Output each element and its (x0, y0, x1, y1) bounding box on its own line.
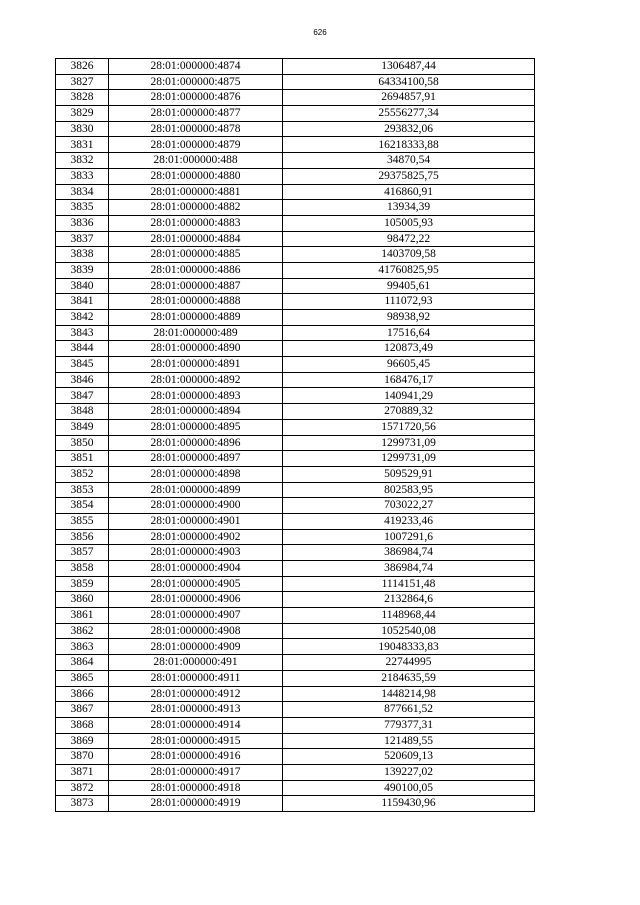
row-number-cell: 3843 (56, 325, 109, 341)
table-row (56, 545, 535, 561)
value-cell: 98472,22 (283, 231, 535, 247)
table-row (56, 325, 535, 341)
table-row (56, 655, 535, 671)
table-row (56, 780, 535, 796)
value-cell: 877661,52 (283, 702, 535, 718)
table-row (56, 106, 535, 122)
value-cell: 1571720,56 (283, 419, 535, 435)
cadastral-number-cell: 28:01:000000:488 (109, 153, 283, 169)
table-row (56, 686, 535, 702)
value-cell: 703022,27 (283, 498, 535, 514)
row-number-cell: 3865 (56, 670, 109, 686)
row-number-cell: 3871 (56, 764, 109, 780)
cadastral-number-cell: 28:01:000000:4886 (109, 262, 283, 278)
table-row (56, 184, 535, 200)
cadastral-number-cell: 28:01:000000:4908 (109, 623, 283, 639)
value-cell: 1299731,09 (283, 451, 535, 467)
table-row (56, 717, 535, 733)
value-cell: 140941,29 (283, 388, 535, 404)
cadastral-number-cell: 28:01:000000:4915 (109, 733, 283, 749)
row-number-cell: 3844 (56, 341, 109, 357)
table-row (56, 561, 535, 577)
table-row (56, 215, 535, 231)
value-cell: 1007291,6 (283, 529, 535, 545)
table-row (56, 639, 535, 655)
page-number: 626 (313, 28, 327, 37)
cadastral-number-cell: 28:01:000000:4879 (109, 137, 283, 153)
cadastral-number-cell: 28:01:000000:4897 (109, 451, 283, 467)
cadastral-number-cell: 28:01:000000:4917 (109, 764, 283, 780)
value-cell: 2132864,6 (283, 592, 535, 608)
row-number-cell: 3860 (56, 592, 109, 608)
cadastral-number-cell: 28:01:000000:4874 (109, 59, 283, 75)
table-row (56, 482, 535, 498)
value-cell: 16218333,88 (283, 137, 535, 153)
cadastral-number-cell: 28:01:000000:4905 (109, 576, 283, 592)
cadastral-value-table (55, 58, 535, 812)
table-row (56, 623, 535, 639)
table-row (56, 262, 535, 278)
value-cell: 270889,32 (283, 404, 535, 420)
row-number-cell: 3868 (56, 717, 109, 733)
row-number-cell: 3833 (56, 168, 109, 184)
cadastral-number-cell: 28:01:000000:4890 (109, 341, 283, 357)
value-cell: 41760825,95 (283, 262, 535, 278)
value-cell: 802583,95 (283, 482, 535, 498)
cadastral-number-cell: 28:01:000000:4884 (109, 231, 283, 247)
table-row (56, 168, 535, 184)
row-number-cell: 3845 (56, 357, 109, 373)
value-cell: 121489,55 (283, 733, 535, 749)
table-row (56, 153, 535, 169)
value-cell: 25556277,34 (283, 106, 535, 122)
cadastral-number-cell: 28:01:000000:489 (109, 325, 283, 341)
cadastral-number-cell: 28:01:000000:491 (109, 655, 283, 671)
table-row (56, 200, 535, 216)
row-number-cell: 3830 (56, 121, 109, 137)
cadastral-number-cell: 28:01:000000:4877 (109, 106, 283, 122)
table-row (56, 451, 535, 467)
value-cell: 293832,06 (283, 121, 535, 137)
cadastral-number-cell: 28:01:000000:4888 (109, 294, 283, 310)
value-cell: 34870,54 (283, 153, 535, 169)
table-row (56, 749, 535, 765)
cadastral-number-cell: 28:01:000000:4883 (109, 215, 283, 231)
row-number-cell: 3856 (56, 529, 109, 545)
table-row (56, 372, 535, 388)
row-number-cell: 3838 (56, 247, 109, 263)
value-cell: 386984,74 (283, 545, 535, 561)
cadastral-number-cell: 28:01:000000:4894 (109, 404, 283, 420)
cadastral-number-cell: 28:01:000000:4902 (109, 529, 283, 545)
value-cell: 98938,92 (283, 310, 535, 326)
value-cell: 509529,91 (283, 466, 535, 482)
cadastral-number-cell: 28:01:000000:4896 (109, 435, 283, 451)
cadastral-number-cell: 28:01:000000:4919 (109, 796, 283, 812)
table-row (56, 341, 535, 357)
row-number-cell: 3846 (56, 372, 109, 388)
table-row (56, 764, 535, 780)
cadastral-number-cell: 28:01:000000:4876 (109, 90, 283, 106)
row-number-cell: 3869 (56, 733, 109, 749)
cadastral-number-cell: 28:01:000000:4881 (109, 184, 283, 200)
row-number-cell: 3841 (56, 294, 109, 310)
table-row (56, 435, 535, 451)
cadastral-number-cell: 28:01:000000:4911 (109, 670, 283, 686)
row-number-cell: 3836 (56, 215, 109, 231)
cadastral-number-cell: 28:01:000000:4887 (109, 278, 283, 294)
cadastral-number-cell: 28:01:000000:4882 (109, 200, 283, 216)
table-row (56, 388, 535, 404)
value-cell: 1306487,44 (283, 59, 535, 75)
row-number-cell: 3864 (56, 655, 109, 671)
table-row (56, 796, 535, 812)
table-row (56, 592, 535, 608)
value-cell: 29375825,75 (283, 168, 535, 184)
row-number-cell: 3867 (56, 702, 109, 718)
row-number-cell: 3848 (56, 404, 109, 420)
cadastral-number-cell: 28:01:000000:4916 (109, 749, 283, 765)
table-row (56, 702, 535, 718)
value-cell: 99405,61 (283, 278, 535, 294)
table-row (56, 247, 535, 263)
table-row (56, 137, 535, 153)
table-row (56, 576, 535, 592)
value-cell: 2694857,91 (283, 90, 535, 106)
cadastral-number-cell: 28:01:000000:4912 (109, 686, 283, 702)
row-number-cell: 3872 (56, 780, 109, 796)
value-cell: 1448214,98 (283, 686, 535, 702)
cadastral-number-cell: 28:01:000000:4895 (109, 419, 283, 435)
value-cell: 419233,46 (283, 513, 535, 529)
table-row (56, 90, 535, 106)
table-row (56, 670, 535, 686)
row-number-cell: 3859 (56, 576, 109, 592)
row-number-cell: 3858 (56, 561, 109, 577)
table-row (56, 419, 535, 435)
row-number-cell: 3853 (56, 482, 109, 498)
table-row (56, 513, 535, 529)
row-number-cell: 3852 (56, 466, 109, 482)
value-cell: 1403709,58 (283, 247, 535, 263)
row-number-cell: 3827 (56, 74, 109, 90)
value-cell: 386984,74 (283, 561, 535, 577)
cadastral-number-cell: 28:01:000000:4893 (109, 388, 283, 404)
value-cell: 1052540,08 (283, 623, 535, 639)
value-cell: 2184635,59 (283, 670, 535, 686)
row-number-cell: 3840 (56, 278, 109, 294)
cadastral-number-cell: 28:01:000000:4903 (109, 545, 283, 561)
table-body (56, 59, 535, 812)
row-number-cell: 3855 (56, 513, 109, 529)
cadastral-number-cell: 28:01:000000:4891 (109, 357, 283, 373)
cadastral-number-cell: 28:01:000000:4892 (109, 372, 283, 388)
row-number-cell: 3870 (56, 749, 109, 765)
value-cell: 1159430,96 (283, 796, 535, 812)
value-cell: 1148968,44 (283, 608, 535, 624)
cadastral-number-cell: 28:01:000000:4889 (109, 310, 283, 326)
row-number-cell: 3873 (56, 796, 109, 812)
row-number-cell: 3847 (56, 388, 109, 404)
cadastral-number-cell: 28:01:000000:4885 (109, 247, 283, 263)
row-number-cell: 3837 (56, 231, 109, 247)
cadastral-number-cell: 28:01:000000:4904 (109, 561, 283, 577)
table-row (56, 733, 535, 749)
table-row (56, 59, 535, 75)
table-row (56, 278, 535, 294)
cadastral-number-cell: 28:01:000000:4913 (109, 702, 283, 718)
value-cell: 13934,39 (283, 200, 535, 216)
row-number-cell: 3828 (56, 90, 109, 106)
value-cell: 111072,93 (283, 294, 535, 310)
cadastral-number-cell: 28:01:000000:4914 (109, 717, 283, 733)
value-cell: 96605,45 (283, 357, 535, 373)
table-row (56, 310, 535, 326)
row-number-cell: 3849 (56, 419, 109, 435)
row-number-cell: 3857 (56, 545, 109, 561)
value-cell: 22744995 (283, 655, 535, 671)
table-row (56, 294, 535, 310)
table-row (56, 357, 535, 373)
value-cell: 105005,93 (283, 215, 535, 231)
table-row (56, 121, 535, 137)
value-cell: 490100,05 (283, 780, 535, 796)
row-number-cell: 3866 (56, 686, 109, 702)
row-number-cell: 3832 (56, 153, 109, 169)
value-cell: 19048333,83 (283, 639, 535, 655)
table-row (56, 74, 535, 90)
cadastral-number-cell: 28:01:000000:4901 (109, 513, 283, 529)
table-row (56, 231, 535, 247)
cadastral-number-cell: 28:01:000000:4880 (109, 168, 283, 184)
cadastral-number-cell: 28:01:000000:4875 (109, 74, 283, 90)
cadastral-number-cell: 28:01:000000:4907 (109, 608, 283, 624)
value-cell: 416860,91 (283, 184, 535, 200)
table-row (56, 608, 535, 624)
row-number-cell: 3863 (56, 639, 109, 655)
table-row (56, 529, 535, 545)
value-cell: 168476,17 (283, 372, 535, 388)
value-cell: 520609,13 (283, 749, 535, 765)
row-number-cell: 3831 (56, 137, 109, 153)
cadastral-number-cell: 28:01:000000:4898 (109, 466, 283, 482)
row-number-cell: 3851 (56, 451, 109, 467)
value-cell: 64334100,58 (283, 74, 535, 90)
value-cell: 17516,64 (283, 325, 535, 341)
row-number-cell: 3842 (56, 310, 109, 326)
cadastral-number-cell: 28:01:000000:4909 (109, 639, 283, 655)
cadastral-number-cell: 28:01:000000:4900 (109, 498, 283, 514)
row-number-cell: 3835 (56, 200, 109, 216)
value-cell: 139227,02 (283, 764, 535, 780)
value-cell: 120873,49 (283, 341, 535, 357)
row-number-cell: 3862 (56, 623, 109, 639)
value-cell: 1114151,48 (283, 576, 535, 592)
row-number-cell: 3826 (56, 59, 109, 75)
row-number-cell: 3854 (56, 498, 109, 514)
cadastral-number-cell: 28:01:000000:4878 (109, 121, 283, 137)
table-row (56, 466, 535, 482)
value-cell: 779377,31 (283, 717, 535, 733)
row-number-cell: 3834 (56, 184, 109, 200)
cadastral-number-cell: 28:01:000000:4899 (109, 482, 283, 498)
table-row (56, 404, 535, 420)
cadastral-number-cell: 28:01:000000:4906 (109, 592, 283, 608)
row-number-cell: 3850 (56, 435, 109, 451)
row-number-cell: 3861 (56, 608, 109, 624)
table-row (56, 498, 535, 514)
row-number-cell: 3839 (56, 262, 109, 278)
value-cell: 1299731,09 (283, 435, 535, 451)
cadastral-number-cell: 28:01:000000:4918 (109, 780, 283, 796)
row-number-cell: 3829 (56, 106, 109, 122)
